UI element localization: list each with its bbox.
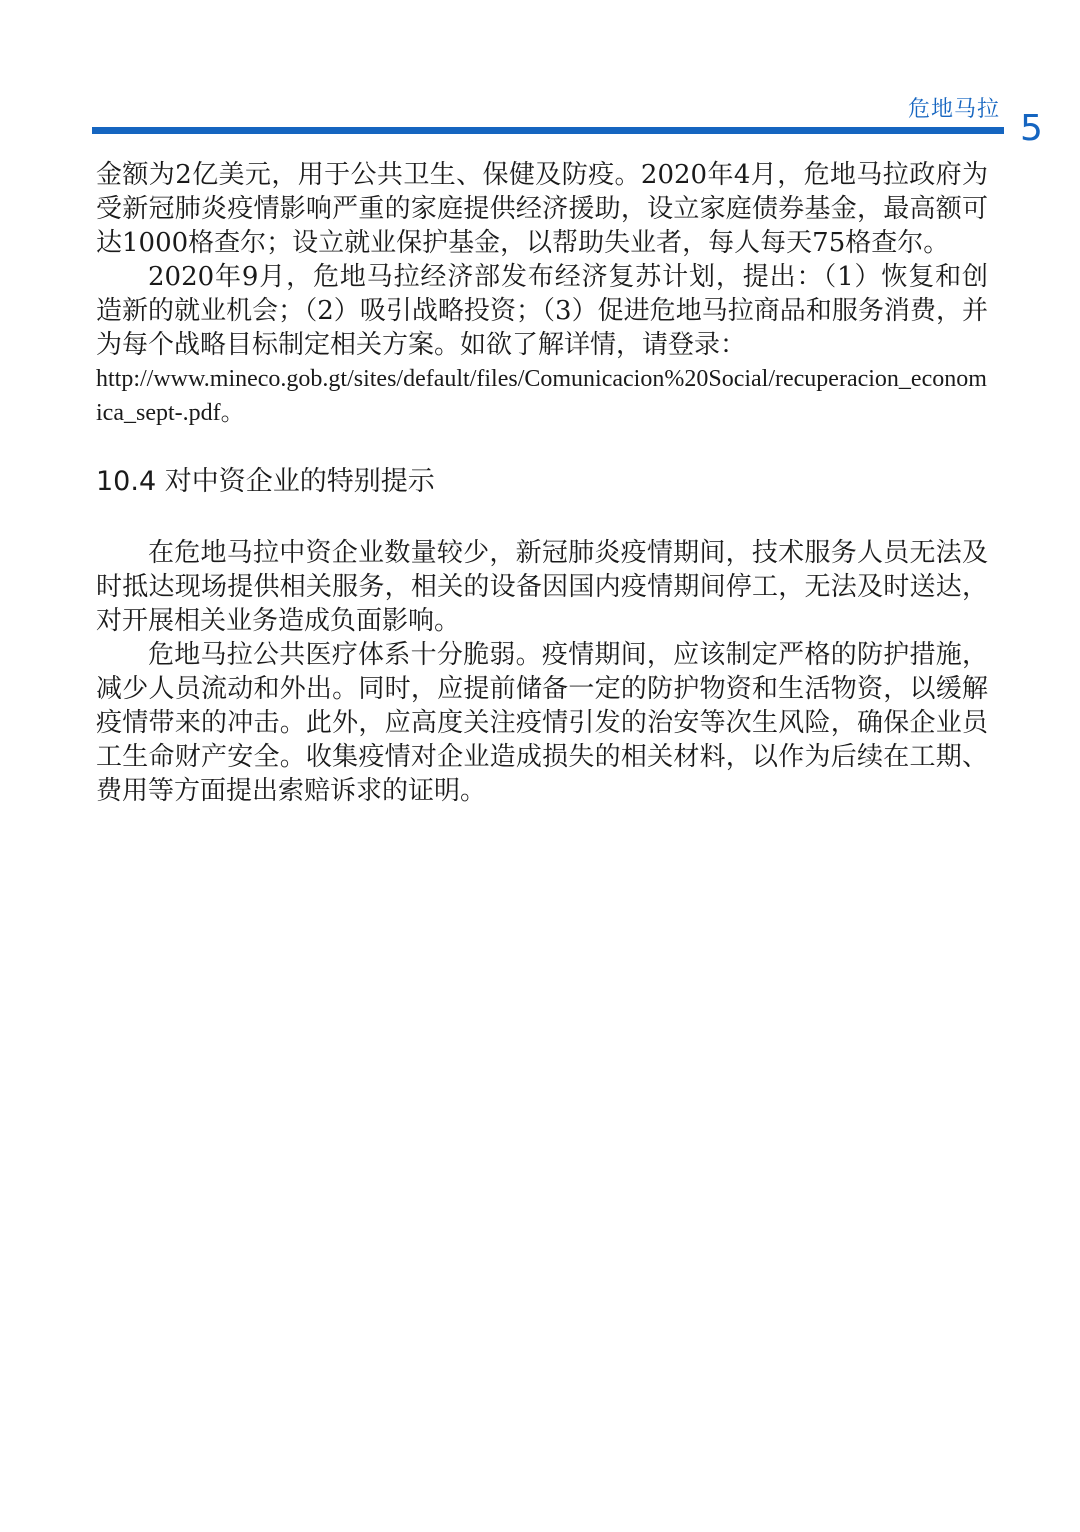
page-content <box>96 158 988 808</box>
paragraph-1: 金额为2亿美元，用于公共卫生、保健及防疫。2020年4月，危地马拉政府为受新冠肺炎疫情影响严重的家庭提供经济援助，设立家庭债券基金，最高额可达1000格查尔；设立就业保护基金，以帮助失业者，每人每天75格查尔。 <box>96 160 988 258</box>
paragraph-3: 在危地马拉中资企业数量较少，新冠肺炎疫情期间，技术服务人员无法及时抵达现场提供相关服务，相关的设备因国内疫情期间停工，无法及时送达，对开展相关业务造成负面影响。 <box>96 538 988 636</box>
page-number: 5 <box>1020 108 1043 149</box>
paragraph-4: 危地马拉公共医疗体系十分脆弱。疫情期间，应该制定严格的防护措施，减少人员流动和外出。同时，应提前储备一定的防护物资和生活物资，以缓解疫情带来的冲击。此外，应高度关注疫情引发的治安等次生风险，确保企业员工生命财产安全。收集疫情对企业造成损失的相关材料，以作为后续在工期、费用等方面提出索赔诉求的证明。 <box>96 640 988 806</box>
header-title: 危地马拉 <box>907 97 1000 122</box>
running-header <box>0 0 1080 150</box>
paragraph-2-url: http://www.mineco.gob.gt/sites/default/files/Comunicacion%20Social/recuperacion_economica_sept-.pdf。 <box>96 366 987 426</box>
paragraph-2: 2020年9月，危地马拉经济部发布经济复苏计划，提出：（1）恢复和创造新的就业机会；（2）吸引战略投资；（3）促进危地马拉商品和服务消费，并为每个战略目标制定相关方案。如欲了解详情，请登录： <box>96 262 988 360</box>
section-heading: 10.4 对中资企业的特别提示 <box>96 466 435 497</box>
header-rule <box>92 127 1004 134</box>
